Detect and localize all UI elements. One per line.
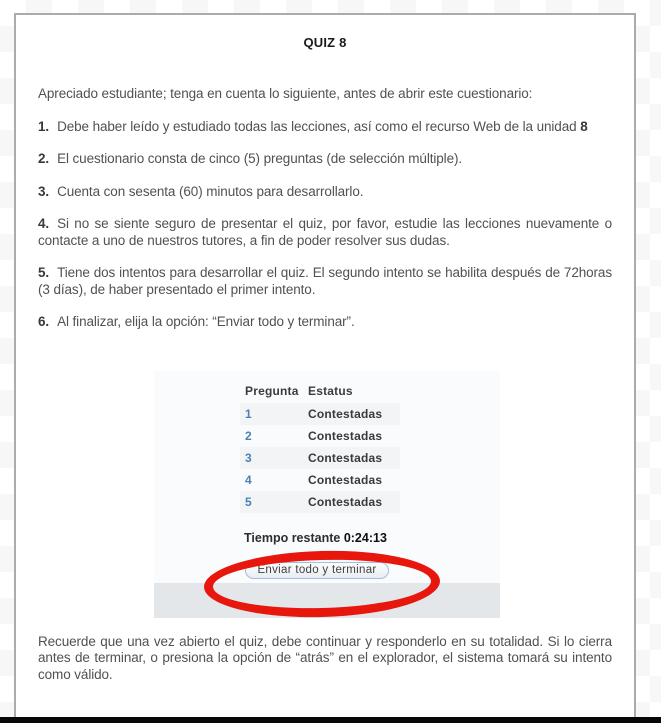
question-number-link[interactable]: 5 <box>245 494 252 509</box>
item-number: 4. <box>38 216 50 231</box>
instruction-item-3 <box>38 184 612 201</box>
document-page <box>14 13 636 723</box>
table-row <box>240 469 400 491</box>
item-text-bold: 8 <box>580 118 588 134</box>
question-status: Contestadas <box>308 406 383 421</box>
question-number-link[interactable]: 4 <box>245 472 252 487</box>
column-header-status: Estatus <box>308 383 353 398</box>
bottom-edge-bar <box>0 717 661 723</box>
item-number: 2. <box>38 151 50 166</box>
instruction-item-5 <box>38 265 612 298</box>
quiz-summary-screenshot <box>154 371 500 618</box>
item-text: Si no se siente seguro de presentar el quiz, por favor, estudie las lecciones nuevamente o contacte a uno de nuestros tutores, a fin de poder resolver sus dudas. <box>38 216 612 248</box>
page-title: QUIZ 8 <box>303 35 347 50</box>
quiz-summary-table <box>240 379 400 513</box>
submit-all-finish-button[interactable]: Enviar todo y terminar <box>245 562 389 579</box>
question-number-link[interactable]: 2 <box>245 428 252 443</box>
item-text: Tiene dos intentos para desarrollar el quiz. El segundo intento se habilita después de 72horas (3 días), de haber presentado el primer intento. <box>38 265 612 297</box>
instruction-item-1 <box>38 119 612 136</box>
column-header-question: Pregunta <box>245 383 299 398</box>
table-row <box>240 403 400 425</box>
table-row <box>240 447 400 469</box>
item-text: Debe haber leído y estudiado todas las lecciones, así como el recurso Web de la unidad <box>57 118 581 134</box>
question-number-link[interactable]: 1 <box>245 406 252 421</box>
table-header-row <box>240 379 400 403</box>
question-status: Contestadas <box>308 472 383 487</box>
item-number: 5. <box>38 265 50 280</box>
question-status: Contestadas <box>308 428 383 443</box>
time-remaining <box>244 531 387 545</box>
question-number-link[interactable]: 3 <box>245 450 252 465</box>
instruction-item-2 <box>38 151 612 168</box>
instruction-item-6 <box>38 314 612 331</box>
item-number: 1. <box>38 118 50 134</box>
footer-warning-paragraph: Recuerde que una vez abierto el quiz, debe continuar y responderlo en su totalidad. Si lo cierra antes de terminar, o presiona la opción de “atrás” en el explorador, el sistema tomará su intento como válido. <box>38 633 612 682</box>
question-status: Contestadas <box>308 494 383 509</box>
item-text: El cuestionario consta de cinco (5) preguntas (de selección múltiple). <box>57 151 463 166</box>
question-status: Contestadas <box>308 450 383 465</box>
item-text: Al finalizar, elija la opción: “Enviar todo y terminar”. <box>57 314 355 329</box>
intro-paragraph: Apreciado estudiante; tenga en cuenta lo siguiente, antes de abrir este cuestionario: <box>38 86 533 101</box>
instruction-item-4 <box>38 216 612 249</box>
table-row <box>240 491 400 513</box>
item-number: 3. <box>38 183 50 199</box>
screenshot-footer-bar <box>154 583 500 618</box>
time-remaining-label: Tiempo restante <box>244 530 344 545</box>
time-remaining-value: 0:24:13 <box>343 530 387 545</box>
item-number: 6. <box>38 314 50 329</box>
item-text: Cuenta con sesenta (60) minutos para desarrollarlo. <box>57 183 364 199</box>
table-row <box>240 425 400 447</box>
